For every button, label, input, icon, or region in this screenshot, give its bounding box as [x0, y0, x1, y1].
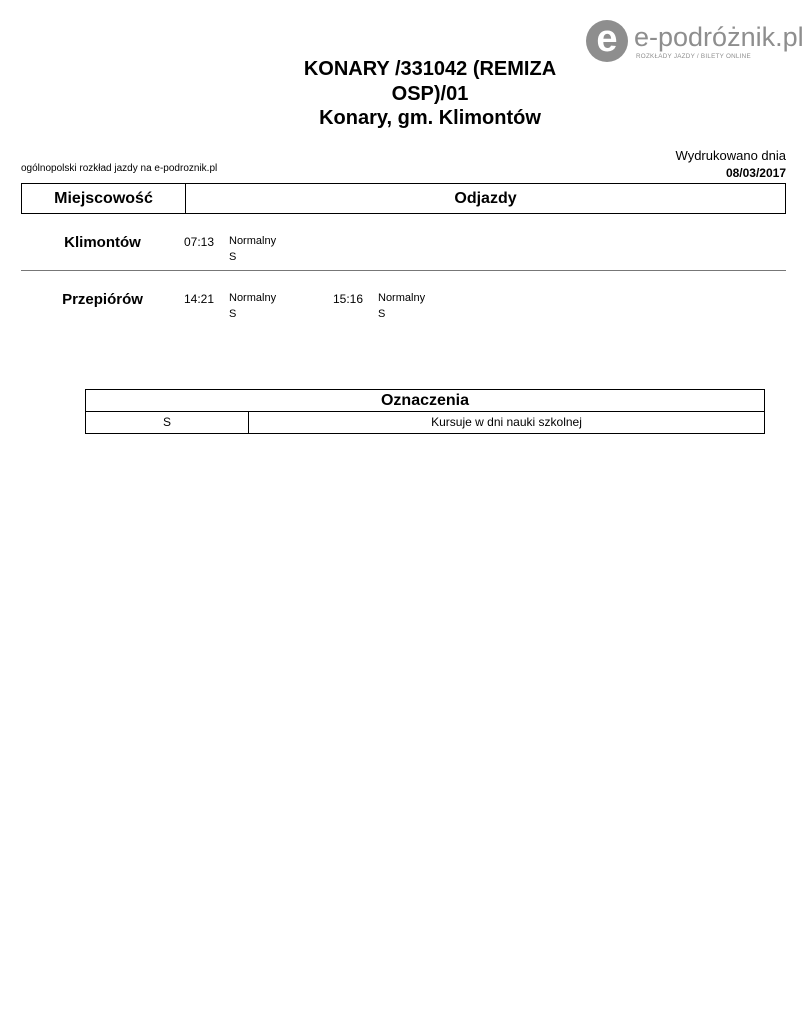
site-caption: ogólnopolski rozkład jazdy na e-podroznik.pl — [21, 163, 218, 174]
departure-mark: S — [378, 308, 386, 320]
legend-symbol: S — [86, 412, 249, 433]
legend-description: Kursuje w dni nauki szkolnej — [431, 415, 582, 429]
departure-time: 07:13 — [184, 235, 215, 249]
departure-time: 15:16 — [333, 292, 364, 306]
ticket-type: Normalny — [229, 292, 277, 304]
header-departures: Odjazdy — [454, 190, 517, 207]
logo-e-icon: e — [586, 20, 628, 62]
print-info — [676, 148, 786, 180]
row-place: Klimontów — [64, 234, 141, 251]
timetable-row — [21, 234, 786, 271]
departure-mark: S — [229, 251, 237, 263]
logo-wordmark: e-podróżnik.pl — [634, 22, 804, 52]
logo-tagline: ROZKŁADY JAZDY / BILETY ONLINE — [636, 53, 751, 60]
header-place: Miejscowość — [22, 184, 186, 213]
timetable-header — [21, 183, 786, 214]
print-date: 08/03/2017 — [725, 166, 786, 180]
stop-title-line-1: KONARY /331042 (REMIZA — [303, 58, 557, 80]
stop-title — [230, 57, 630, 131]
legend-title: Oznaczenia — [86, 390, 764, 412]
print-label: Wydrukowano dnia — [675, 148, 786, 163]
stop-title-line-3: Konary, gm. Klimontów — [319, 107, 541, 129]
departure-time: 14:21 — [184, 292, 215, 306]
legend-table — [85, 389, 765, 434]
departure-mark: S — [229, 308, 237, 320]
ticket-type: Normalny — [229, 235, 277, 247]
timetable-row — [21, 291, 786, 327]
stop-title-line-2: OSP)/01 — [391, 82, 469, 105]
row-place: Przepiórów — [62, 291, 143, 308]
ticket-type: Normalny — [378, 292, 426, 304]
